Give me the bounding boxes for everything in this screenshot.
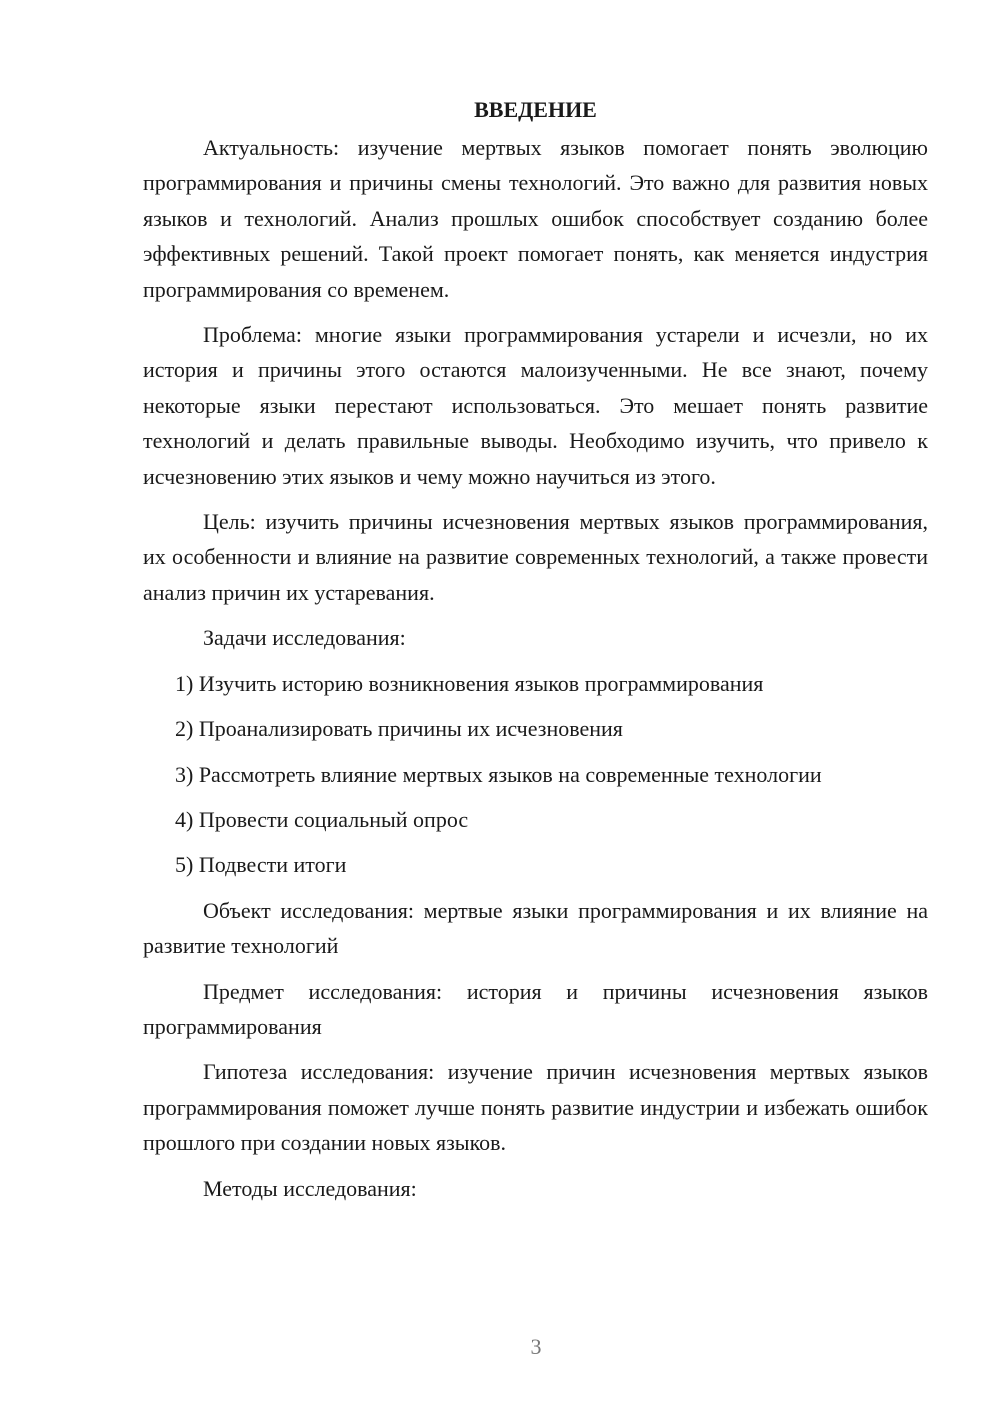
task-item: 5) Подвести итоги [175, 852, 347, 878]
page-number: 3 [530, 1334, 542, 1359]
subject-paragraph: Предмет исследования: история и причины исчезновения языков программирования [143, 978, 928, 1039]
task-item: 4) Провести социальный опрос [175, 806, 469, 832]
task-item: 3) Рассмотреть влияние мертвых языков на современные технологии [175, 761, 822, 787]
goal-paragraph: Цель: изучить причины исчезновения мертвых языков программирования, их особенности и влияние на развитие современных технологий, а также провести анализ причин их устаревания. [143, 509, 928, 605]
tasks-heading: Задачи исследования: [203, 625, 406, 651]
problem-paragraph: Проблема: многие языки программирования устарели и исчезли, но их история и причины этого остаются малоизученными. Не все знают, почему некоторые языки перестают использоваться. Это мешает понять развитие технологий и делать правильные выводы. Необходимо изучить, что привело к исчезновению этих языков и чему можно научиться из этого. [143, 322, 928, 489]
tasks-list [143, 666, 928, 883]
object-paragraph: Объект исследования: мертвые языки программирования и их влияние на развитие технологий [143, 897, 928, 959]
page-title: ВВЕДЕНИЕ [474, 97, 597, 122]
document-page [143, 92, 928, 1216]
hypothesis-paragraph: Гипотеза исследования: изучение причин исчезновения мертвых языков программирования поможет лучше понять развитие индустрии и избежать ошибок прошлого при создании новых языков. [143, 1059, 928, 1156]
task-item: 1) Изучить историю возникновения языков программирования [175, 670, 764, 696]
methods-heading: Методы исследования: [203, 1175, 417, 1201]
task-item: 2) Проанализировать причины их исчезновения [175, 716, 623, 742]
relevance-paragraph: Актуальность: изучение мертвых языков помогает понять эволюцию программирования и причины смены технологий. Это важно для развития новых языков и технологий. Анализ прошлых ошибок способствует созданию более эффективных решений. Такой проект помогает понять, как меняется индустрия программирования со временем. [143, 135, 928, 302]
